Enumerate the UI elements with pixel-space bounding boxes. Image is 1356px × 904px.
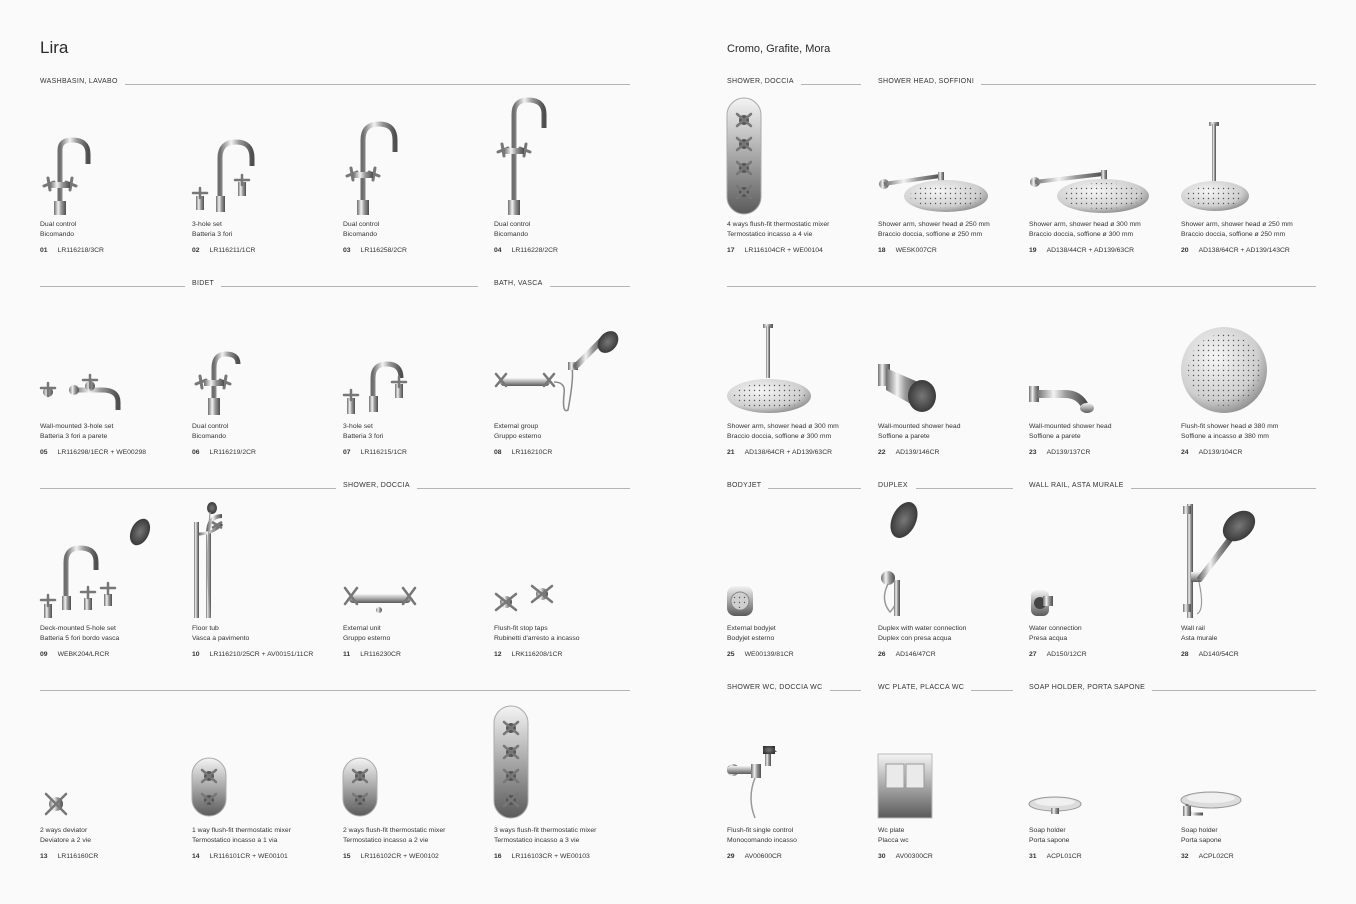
product-number: 31 (1029, 853, 1037, 860)
product-code (878, 651, 936, 658)
product-name-en: 3-hole set (192, 221, 222, 228)
product-number: 03 (343, 247, 351, 254)
product-code (727, 247, 823, 254)
product-name-it: Braccio doccia, soffione ø 300 mm (1029, 231, 1134, 238)
section-duplex (878, 482, 1013, 494)
product-number: 14 (192, 853, 200, 860)
product-sku: AD139/104CR (1198, 449, 1243, 456)
product-name-it: Termostatico incasso a 1 via (192, 837, 278, 844)
product-name-it: Soffione a incasso ø 380 mm (1181, 433, 1269, 440)
product-code (40, 449, 146, 456)
product-name-en: Flush-fit shower head ø 380 mm (1181, 423, 1279, 430)
product-code (1029, 651, 1087, 658)
section-bidet (40, 280, 478, 292)
section-label: SHOWER, DOCCIA (720, 78, 801, 85)
product-sku: LR116218/3CR (57, 247, 104, 254)
product-code (1029, 449, 1090, 456)
product-sku: AD139/146CR (895, 449, 940, 456)
product-number: 12 (494, 651, 502, 658)
product-sku: LR116104CR + WE00104 (744, 247, 823, 254)
product-name-en: 3 ways flush-fit thermostatic mixer (494, 827, 597, 834)
product-code (192, 449, 256, 456)
product-sku: AD150/12CR (1046, 651, 1087, 658)
product-number: 26 (878, 651, 886, 658)
product-code (1029, 853, 1082, 860)
product-number: 01 (40, 247, 48, 254)
product-name-it: Porta sapone (1181, 837, 1222, 844)
product-name-it: Porta sapone (1029, 837, 1070, 844)
product-code (494, 651, 562, 658)
product-code (1029, 247, 1134, 254)
wc-plate-icon (878, 702, 1018, 822)
product-code (40, 853, 98, 860)
section-label: WC PLATE, PLACCA WC (871, 684, 971, 691)
product-name-en: External group (494, 423, 539, 430)
product-name-en: Shower arm, shower head ø 250 mm (878, 221, 990, 228)
ceiling-arm-shower-head-large-icon (727, 298, 867, 418)
product-code (494, 853, 590, 860)
product-name-en: Wall-mounted shower head (878, 423, 961, 430)
wc-shower-icon (727, 702, 867, 822)
product-sku: LR116101CR + WE00101 (209, 853, 288, 860)
product-sku: LR116211/1CR (209, 247, 256, 254)
flush-shower-head-icon (1181, 298, 1321, 418)
product-name-it: Bicomando (40, 231, 75, 238)
product-name-it: Asta murale (1181, 635, 1218, 642)
product-sku: LR116210CR (511, 449, 553, 456)
section-label: SHOWER HEAD, SOFFIONI (871, 78, 981, 85)
product-name-it: Batteria 3 fori a parete (40, 433, 108, 440)
product-number: 10 (192, 651, 200, 658)
product-sku: LR116298/1ECR + WE00298 (57, 449, 147, 456)
product-number: 30 (878, 853, 886, 860)
three-hole-bidet-set-icon (343, 298, 483, 418)
section-label: BIDET (185, 280, 221, 287)
product-name-it: Termostatico incasso a 2 vie (343, 837, 429, 844)
product-code (1181, 651, 1239, 658)
section-soap-holder (1029, 684, 1316, 696)
catalog-title: Lira (40, 38, 69, 57)
basin-mixer-high-icon (343, 96, 483, 216)
section-label: BATH, VASCA (487, 280, 550, 287)
product-sku: AD138/64CR + AD139/63CR (744, 449, 833, 456)
product-name-en: Water connection (1029, 625, 1082, 632)
product-code (192, 651, 313, 658)
product-name-en: 3-hole set (343, 423, 373, 430)
basin-mixer-tall-icon (40, 96, 180, 216)
product-name-it: Bodyjet esterno (727, 635, 775, 642)
external-shower-unit-icon (343, 500, 483, 620)
product-name-en: Dual control (40, 221, 77, 228)
product-name-it: Deviatore a 2 vie (40, 837, 92, 844)
product-number: 21 (727, 449, 735, 456)
section-bodyjet (727, 482, 861, 494)
deviator-icon (40, 702, 180, 822)
product-number: 19 (1029, 247, 1037, 254)
product-name-it: Batteria 3 fori (343, 433, 384, 440)
product-number: 18 (878, 247, 886, 254)
section-label: WALL RAIL, ASTA MURALE (1022, 482, 1131, 489)
product-sku: AV00300CR (895, 853, 933, 860)
product-sku: ACPL01CR (1046, 853, 1082, 860)
product-sku: WESK007CR (895, 247, 937, 254)
product-name-en: Wall-mounted 3-hole set (40, 423, 114, 430)
section-shower-right (727, 78, 861, 90)
product-sku: AD146/47CR (895, 651, 936, 658)
product-number: 02 (192, 247, 200, 254)
product-sku: LRK116208/1CR (511, 651, 563, 658)
product-sku: AV00600CR (744, 853, 782, 860)
product-number: 28 (1181, 651, 1189, 658)
product-sku: AD139/137CR (1046, 449, 1091, 456)
finish-options-title: Cromo, Grafite, Mora (727, 43, 831, 55)
product-sku: LR116219/2CR (209, 449, 256, 456)
product-number: 24 (1181, 449, 1189, 456)
product-name-it: Bicomando (192, 433, 227, 440)
product-code (1181, 449, 1242, 456)
product-sku: LR116102CR + WE00102 (360, 853, 439, 860)
product-number: 09 (40, 651, 48, 658)
product-code (494, 449, 552, 456)
wall-arm-shower-head-large-icon (1029, 96, 1169, 216)
product-name-it: Monocomando incasso (727, 837, 797, 844)
bidet-mixer-icon (192, 298, 332, 418)
section-label: WASHBASIN, LAVABO (33, 78, 125, 85)
three-hole-basin-set-icon (192, 96, 332, 216)
product-number: 08 (494, 449, 502, 456)
product-sku: AD138/44CR + AD139/63CR (1046, 247, 1135, 254)
product-name-it: Soffione a parete (878, 433, 930, 440)
product-name-en: 2 ways deviator (40, 827, 88, 834)
product-name-en: Dual control (494, 221, 531, 228)
product-code (343, 853, 439, 860)
product-name-en: Wall-mounted shower head (1029, 423, 1112, 430)
product-name-it: Termostatico incasso a 3 vie (494, 837, 580, 844)
product-code (192, 853, 288, 860)
product-name-it: Soffione a parete (1029, 433, 1081, 440)
product-name-en: Dual control (343, 221, 380, 228)
product-code (1181, 853, 1234, 860)
product-code (727, 651, 794, 658)
section-label: SOAP HOLDER, PORTA SAPONE (1022, 684, 1152, 691)
product-name-it: Batteria 5 fori bordo vasca (40, 635, 120, 642)
product-sku: LR116258/2CR (360, 247, 407, 254)
thermostatic-2-ways-icon (343, 702, 483, 822)
product-name-en: Flush-fit stop taps (494, 625, 548, 632)
product-name-it: Batteria 3 fori (192, 231, 233, 238)
bodyjet-icon (727, 500, 867, 620)
floor-tub-filler-icon (192, 500, 332, 620)
product-sku: LR116228/2CR (511, 247, 558, 254)
product-sku: ACPL02CR (1198, 853, 1234, 860)
product-sku: AD138/64CR + AD139/143CR (1198, 247, 1290, 254)
thermostatic-3-ways-icon (494, 702, 634, 822)
product-number: 11 (343, 651, 351, 658)
product-code (878, 853, 933, 860)
soap-holder-icon (1029, 702, 1169, 822)
product-name-en: Soap holder (1181, 827, 1218, 834)
section-shower-left (40, 482, 630, 494)
product-code (40, 247, 104, 254)
product-number: 15 (343, 853, 351, 860)
wall-arm-shower-head-icon (878, 96, 1018, 216)
product-code (878, 247, 937, 254)
product-name-en: Wall rail (1181, 625, 1205, 632)
wall-rail-icon (1181, 500, 1321, 620)
product-name-it: Braccio doccia, soffione ø 300 mm (727, 433, 832, 440)
product-code (727, 853, 782, 860)
section-divider (727, 280, 1316, 292)
product-name-en: External bodyjet (727, 625, 776, 632)
product-sku: LR116215/1CR (360, 449, 407, 456)
product-name-en: Soap holder (1029, 827, 1066, 834)
wall-shower-head-curved-icon (1029, 298, 1169, 418)
product-name-en: Shower arm, shower head ø 300 mm (1029, 221, 1141, 228)
product-code (343, 449, 407, 456)
product-number: 23 (1029, 449, 1037, 456)
product-sku: LR116210/25CR + AV00151/11CR (209, 651, 314, 658)
product-sku: AD140/54CR (1198, 651, 1239, 658)
section-label: BODYJET (720, 482, 768, 489)
product-number: 07 (343, 449, 351, 456)
product-sku: WE00139/81CR (744, 651, 794, 658)
product-number: 32 (1181, 853, 1189, 860)
product-name-it: Gruppo esterno (343, 635, 391, 642)
product-number: 13 (40, 853, 48, 860)
duplex-hand-shower-icon (878, 500, 1018, 620)
product-name-it: Gruppo esterno (494, 433, 542, 440)
section-label: SHOWER WC, DOCCIA WC (720, 684, 829, 691)
thermostatic-1-way-icon (192, 702, 332, 822)
product-name-it: Braccio doccia, soffione ø 250 mm (878, 231, 983, 238)
product-name-it: Termostatico incasso a 4 vie (727, 231, 813, 238)
section-blank (40, 684, 630, 696)
soap-holder-wall-icon (1181, 702, 1321, 822)
product-name-it: Bicomando (494, 231, 529, 238)
product-number: 06 (192, 449, 200, 456)
bath-group-hand-shower-icon (494, 298, 634, 418)
product-sku: LR116230CR (360, 651, 401, 658)
product-number: 20 (1181, 247, 1189, 254)
section-wc-plate (878, 684, 1013, 696)
product-number: 04 (494, 247, 502, 254)
thermostatic-4-ways-icon (727, 96, 867, 216)
product-name-it: Placca wc (878, 837, 909, 844)
product-number: 27 (1029, 651, 1037, 658)
product-name-en: Wc plate (878, 827, 905, 834)
product-number: 05 (40, 449, 48, 456)
product-name-en: 1 way flush-fit thermostatic mixer (192, 827, 291, 834)
product-code (727, 449, 832, 456)
product-sku: LR116160CR (57, 853, 99, 860)
section-shower-head (878, 78, 1316, 90)
section-wall-rail (1029, 482, 1316, 494)
product-name-it: Vasca a pavimento (192, 635, 250, 642)
product-name-en: Dual control (192, 423, 229, 430)
product-name-en: 4 ways flush-fit thermostatic mixer (727, 221, 830, 228)
water-connection-icon (1029, 500, 1169, 620)
product-code (1181, 247, 1290, 254)
product-sku: LR116103CR + WE00103 (511, 853, 590, 860)
product-sku: WEBK204/LRCR (57, 651, 110, 658)
product-name-en: Deck-mounted 5-hole set (40, 625, 116, 632)
product-name-en: Duplex with water connection (878, 625, 967, 632)
product-code (878, 449, 939, 456)
product-code (343, 651, 401, 658)
basin-mixer-extra-tall-icon (494, 96, 634, 216)
product-name-it: Presa acqua (1029, 635, 1068, 642)
product-code (40, 651, 109, 658)
product-name-en: External unit (343, 625, 381, 632)
product-name-en: Flush-fit single control (727, 827, 794, 834)
product-name-it: Bicomando (343, 231, 378, 238)
section-shower-wc (727, 684, 861, 696)
product-code (192, 247, 255, 254)
product-name-it: Duplex con presa acqua (878, 635, 952, 642)
wall-three-hole-set-icon (40, 298, 180, 418)
section-washbasin (40, 78, 630, 90)
product-number: 22 (878, 449, 886, 456)
section-label: DUPLEX (871, 482, 915, 489)
product-number: 17 (727, 247, 735, 254)
product-name-en: Floor tub (192, 625, 219, 632)
stop-taps-icon (494, 500, 634, 620)
product-number: 25 (727, 651, 735, 658)
ceiling-arm-shower-head-icon (1181, 96, 1321, 216)
product-name-en: 2 ways flush-fit thermostatic mixer (343, 827, 446, 834)
product-number: 16 (494, 853, 502, 860)
product-name-en: Shower arm, shower head ø 300 mm (727, 423, 839, 430)
product-name-en: Shower arm, shower head ø 250 mm (1181, 221, 1293, 228)
product-code (343, 247, 407, 254)
deck-five-hole-set-icon (40, 500, 180, 620)
product-code (494, 247, 558, 254)
section-bath (494, 280, 630, 292)
section-label: SHOWER, DOCCIA (336, 482, 417, 489)
product-number: 29 (727, 853, 735, 860)
product-name-it: Rubinetti d'arresto a incasso (494, 635, 580, 642)
product-name-it: Braccio doccia, soffione ø 250 mm (1181, 231, 1286, 238)
wall-shower-head-cylinder-icon (878, 298, 1018, 418)
